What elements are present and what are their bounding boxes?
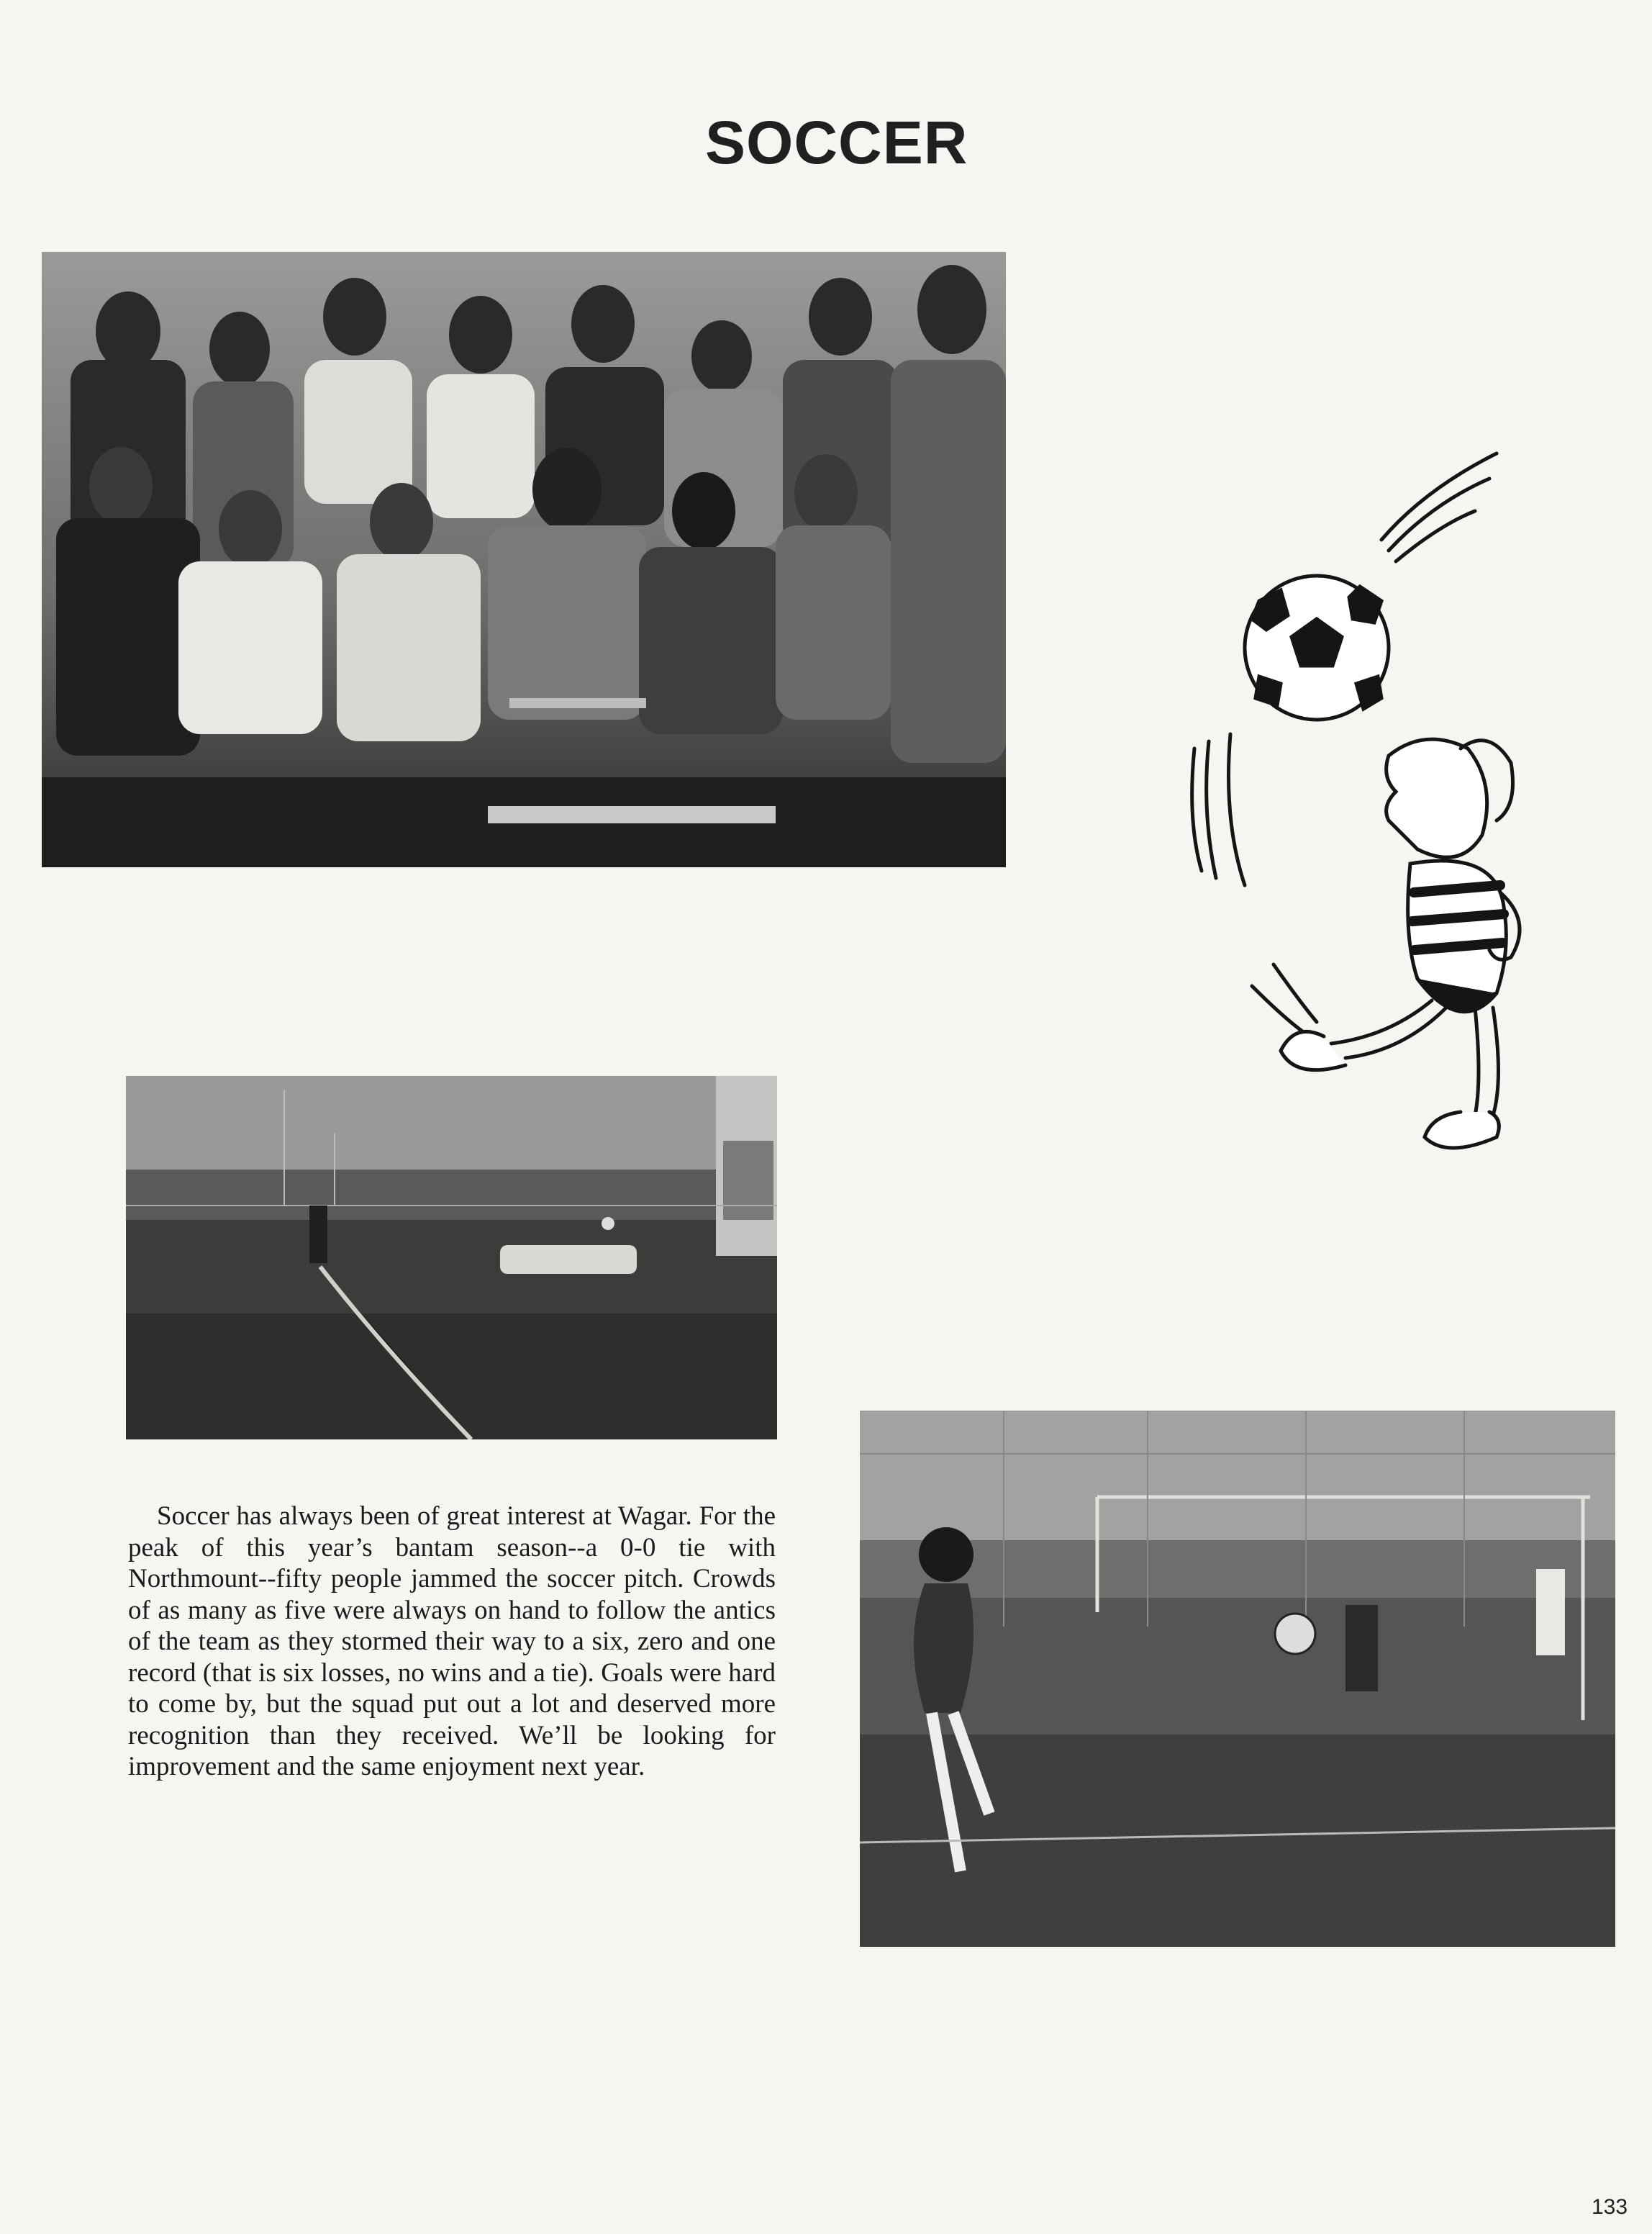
team-photo bbox=[42, 252, 1006, 867]
page-number: 133 bbox=[1592, 2195, 1628, 2219]
kick-photo bbox=[860, 1411, 1615, 1947]
field-photo bbox=[126, 1076, 777, 1439]
article-body: Soccer has always been of great interest at Wagar. For the peak of this year’s bantam season--a 0-0 tie with Northmount--fifty people jammed the soccer pitch. Crowds of as many as five were always on hand to follow the antics of the team as they stormed their way to a six, zero and one record (that is six losses, no wins and a tie). Goals were hard to come by, but the squad put out a lot and deserved more recognition than they received. We’ll be looking for improvement and the same enjoyment next year. bbox=[128, 1501, 776, 1781]
page-title: SOCCER bbox=[705, 109, 968, 176]
soccer-cartoon-illustration bbox=[1173, 446, 1533, 1173]
